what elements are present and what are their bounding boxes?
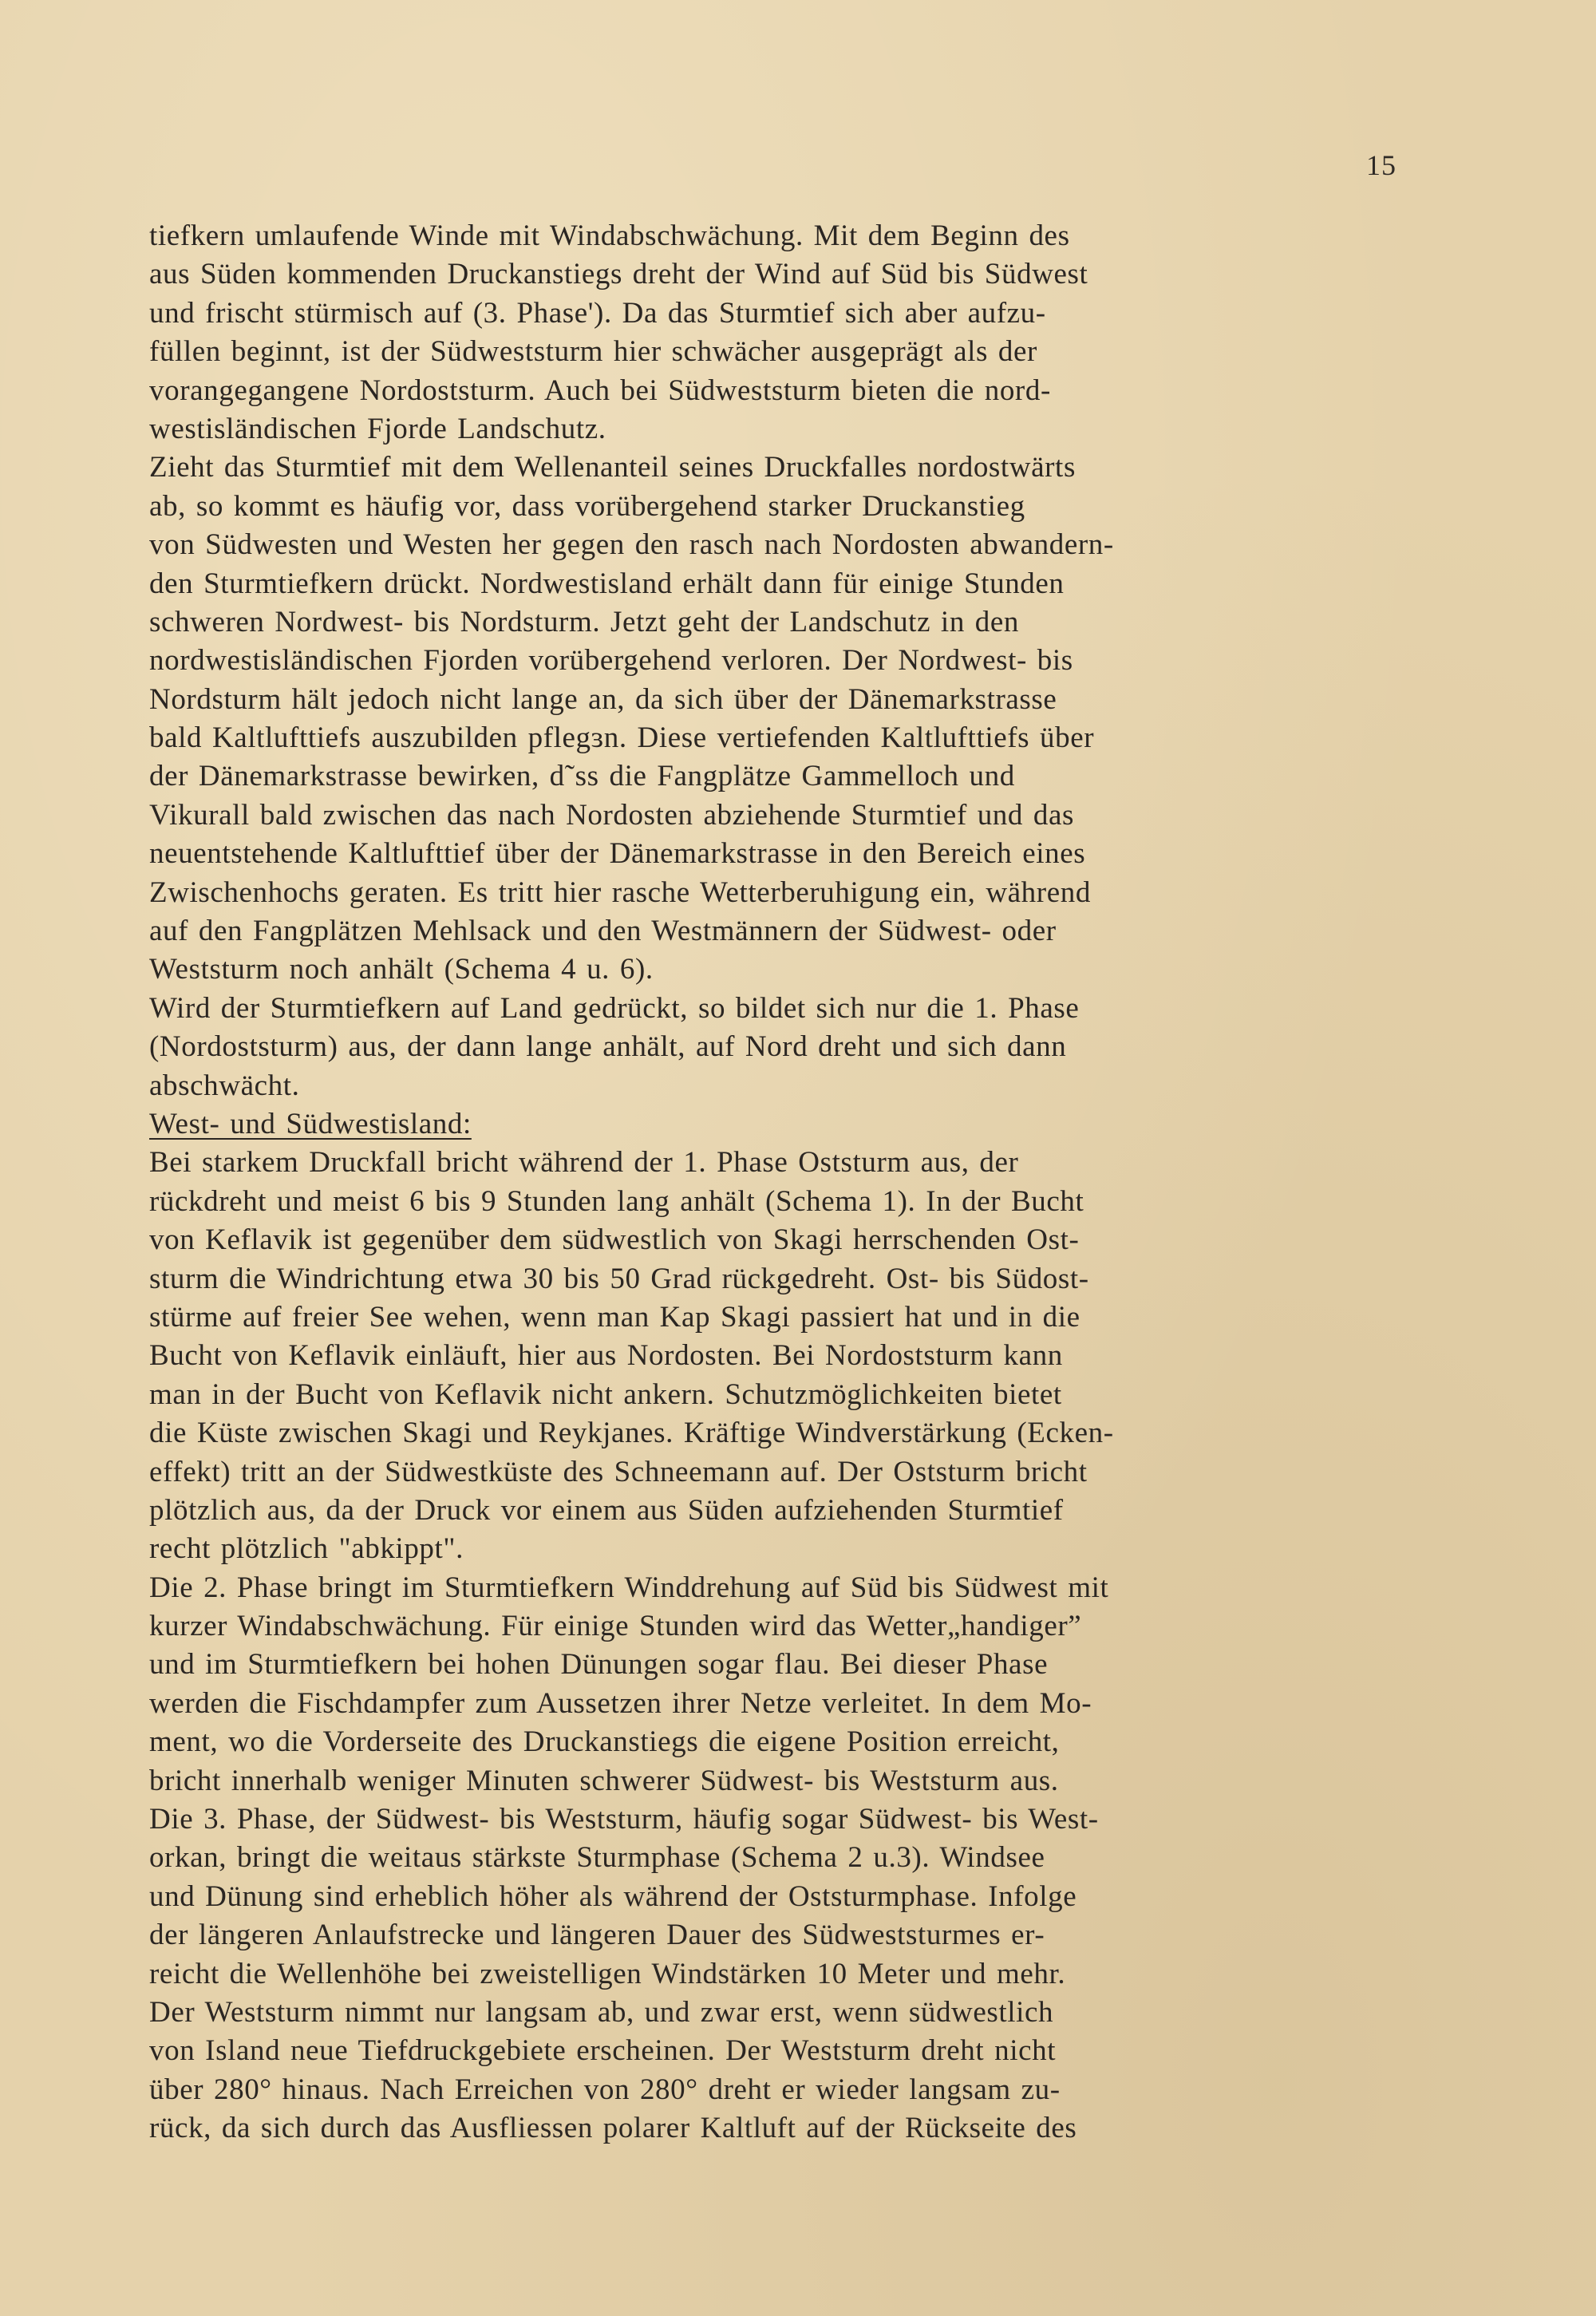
text-line: die Küste zwischen Skagi und Reykjanes. Kräftige Windverstärkung (Ecken-	[149, 1417, 1114, 1450]
text-line: reicht die Wellenhöhe bei zweistelligen Windstärken 10 Meter und mehr.	[149, 1957, 1066, 1990]
text-line: effekt) tritt an der Südwestküste des Schneemann auf. Der Oststurm bricht	[149, 1455, 1088, 1488]
text-line: (Nordoststurm) aus, der dann lange anhält, auf Nord dreht und sich dann	[149, 1030, 1067, 1064]
text-line: Wird der Sturmtiefkern auf Land gedrückt, so bildet sich nur die 1. Phase	[149, 991, 1080, 1025]
text-line: rückdreht und meist 6 bis 9 Stunden lang anhält (Schema 1). In der Bucht	[149, 1184, 1084, 1218]
text-line: westisländischen Fjorde Landschutz.	[149, 412, 606, 445]
text-line: und im Sturmtiefkern bei hohen Dünungen sogar flau. Bei dieser Phase	[149, 1648, 1049, 1682]
text-line: aus Süden kommenden Druckanstiegs dreht der Wind auf Süd bis Südwest	[149, 258, 1088, 291]
text-line: und frischt stürmisch auf (3. Phase'). Da das Sturmtief sich aber aufzu-	[149, 296, 1046, 330]
text-line: füllen beginnt, ist der Südweststurm hier schwächer ausgeprägt als der	[149, 335, 1037, 369]
text-line: werden die Fischdampfer zum Aussetzen ihrer Netze verleitet. In dem Mo-	[149, 1686, 1092, 1720]
text-line: ab, so kommt es häufig vor, dass vorübergehend starker Druckanstieg	[149, 489, 1025, 523]
text-line: bricht innerhalb weniger Minuten schwerer Südwest- bis Weststurm aus.	[149, 1764, 1059, 1797]
text-line: von Südwesten und Westen her gegen den rasch nach Nordosten abwandern-	[149, 528, 1114, 562]
text-line: Die 3. Phase, der Südwest- bis Weststurm, häufig sogar Südwest- bis West-	[149, 1803, 1099, 1836]
text-line: den Sturmtiefkern drückt. Nordwestisland erhält dann für einige Stunden	[149, 567, 1065, 600]
text-line: Der Weststurm nimmt nur langsam ab, und zwar erst, wenn südwestlich	[149, 1995, 1054, 2029]
text-line: kurzer Windabschwächung. Für einige Stunden wird das Wetter„handiger”	[149, 1610, 1082, 1643]
text-line: der längeren Anlaufstrecke und längeren Dauer des Südweststurmes er-	[149, 1919, 1045, 1952]
text-line: vorangegangene Nordoststurm. Auch bei Südweststurm bieten die nord-	[149, 373, 1051, 407]
text-line: Nordsturm hält jedoch nicht lange an, da sich über der Dänemarkstrasse	[149, 682, 1057, 716]
text-line: von Island neue Tiefdruckgebiete erscheinen. Der Weststurm dreht nicht	[149, 2034, 1057, 2068]
text-line: Die 2. Phase bringt im Sturmtiefkern Winddrehung auf Süd bis Südwest mit	[149, 1571, 1109, 1604]
text-line: tiefkern umlaufende Winde mit Windabschwächung. Mit dem Beginn des	[149, 219, 1070, 252]
text-line: von Keflavik ist gegenüber dem südwestlich von Skagi herrschenden Ost-	[149, 1223, 1080, 1257]
text-line: man in der Bucht von Keflavik nicht ankern. Schutzmöglichkeiten bietet	[149, 1377, 1062, 1411]
section-heading: West- und Südwestisland:	[149, 1107, 472, 1140]
text-line: Weststurm noch anhält (Schema 4 u. 6).	[149, 953, 654, 986]
text-line: auf den Fangplätzen Mehlsack und den Westmännern der Südwest- oder	[149, 915, 1057, 948]
text-line: über 280° hinaus. Nach Erreichen von 280° dreht er wieder langsam zu-	[149, 2073, 1061, 2106]
text-line: nordwestisländischen Fjorden vorübergehend verloren. Der Nordwest- bis	[149, 644, 1073, 678]
text-line: rück, da sich durch das Ausfliessen polarer Kaltluft auf der Rückseite des	[149, 2112, 1077, 2145]
text-line: sturm die Windrichtung etwa 30 bis 50 Grad rückgedreht. Ost- bis Südost-	[149, 1262, 1089, 1295]
text-line: recht plötzlich "abkippt".	[149, 1532, 464, 1566]
text-line: Bucht von Keflavik einläuft, hier aus Nordosten. Bei Nordoststurm kann	[149, 1339, 1063, 1373]
text-line: plötzlich aus, da der Druck vor einem aus Süden aufziehenden Sturmtief	[149, 1493, 1064, 1527]
text-line: bald Kaltlufttiefs auszubilden pflegɜn. Diese vertiefenden Kaltlufttiefs über	[149, 721, 1095, 755]
text-line: stürme auf freier See wehen, wenn man Kap Skagi passiert hat und in die	[149, 1300, 1080, 1334]
text-line: abschwächt.	[149, 1069, 300, 1102]
page-number: 15	[1366, 149, 1396, 181]
text-line: ment, wo die Vorderseite des Druckanstiegs die eigene Position erreicht,	[149, 1725, 1060, 1759]
text-line: Zieht das Sturmtief mit dem Wellenanteil seines Druckfalles nordostwärts	[149, 451, 1076, 484]
text-line: Vikurall bald zwischen das nach Nordosten abziehende Sturmtief und das	[149, 798, 1074, 832]
body-text	[149, 217, 1458, 2148]
text-line: neuentstehende Kaltlufttief über der Dänemarkstrasse in den Bereich eines	[149, 837, 1086, 871]
text-line: der Dänemarkstrasse bewirken, d˜ss die Fangplätze Gammelloch und	[149, 760, 1015, 793]
text-line: und Dünung sind erheblich höher als während der Oststurmphase. Infolge	[149, 1879, 1077, 1913]
text-line: Zwischenhochs geraten. Es tritt hier rasche Wetterberuhigung ein, während	[149, 875, 1091, 909]
text-line: orkan, bringt die weitaus stärkste Sturmphase (Schema 2 u.3). Windsee	[149, 1841, 1045, 1875]
text-line: Bei starkem Druckfall bricht während der 1. Phase Oststurm aus, der	[149, 1146, 1019, 1180]
text-line: schweren Nordwest- bis Nordsturm. Jetzt geht der Landschutz in den	[149, 605, 1019, 638]
